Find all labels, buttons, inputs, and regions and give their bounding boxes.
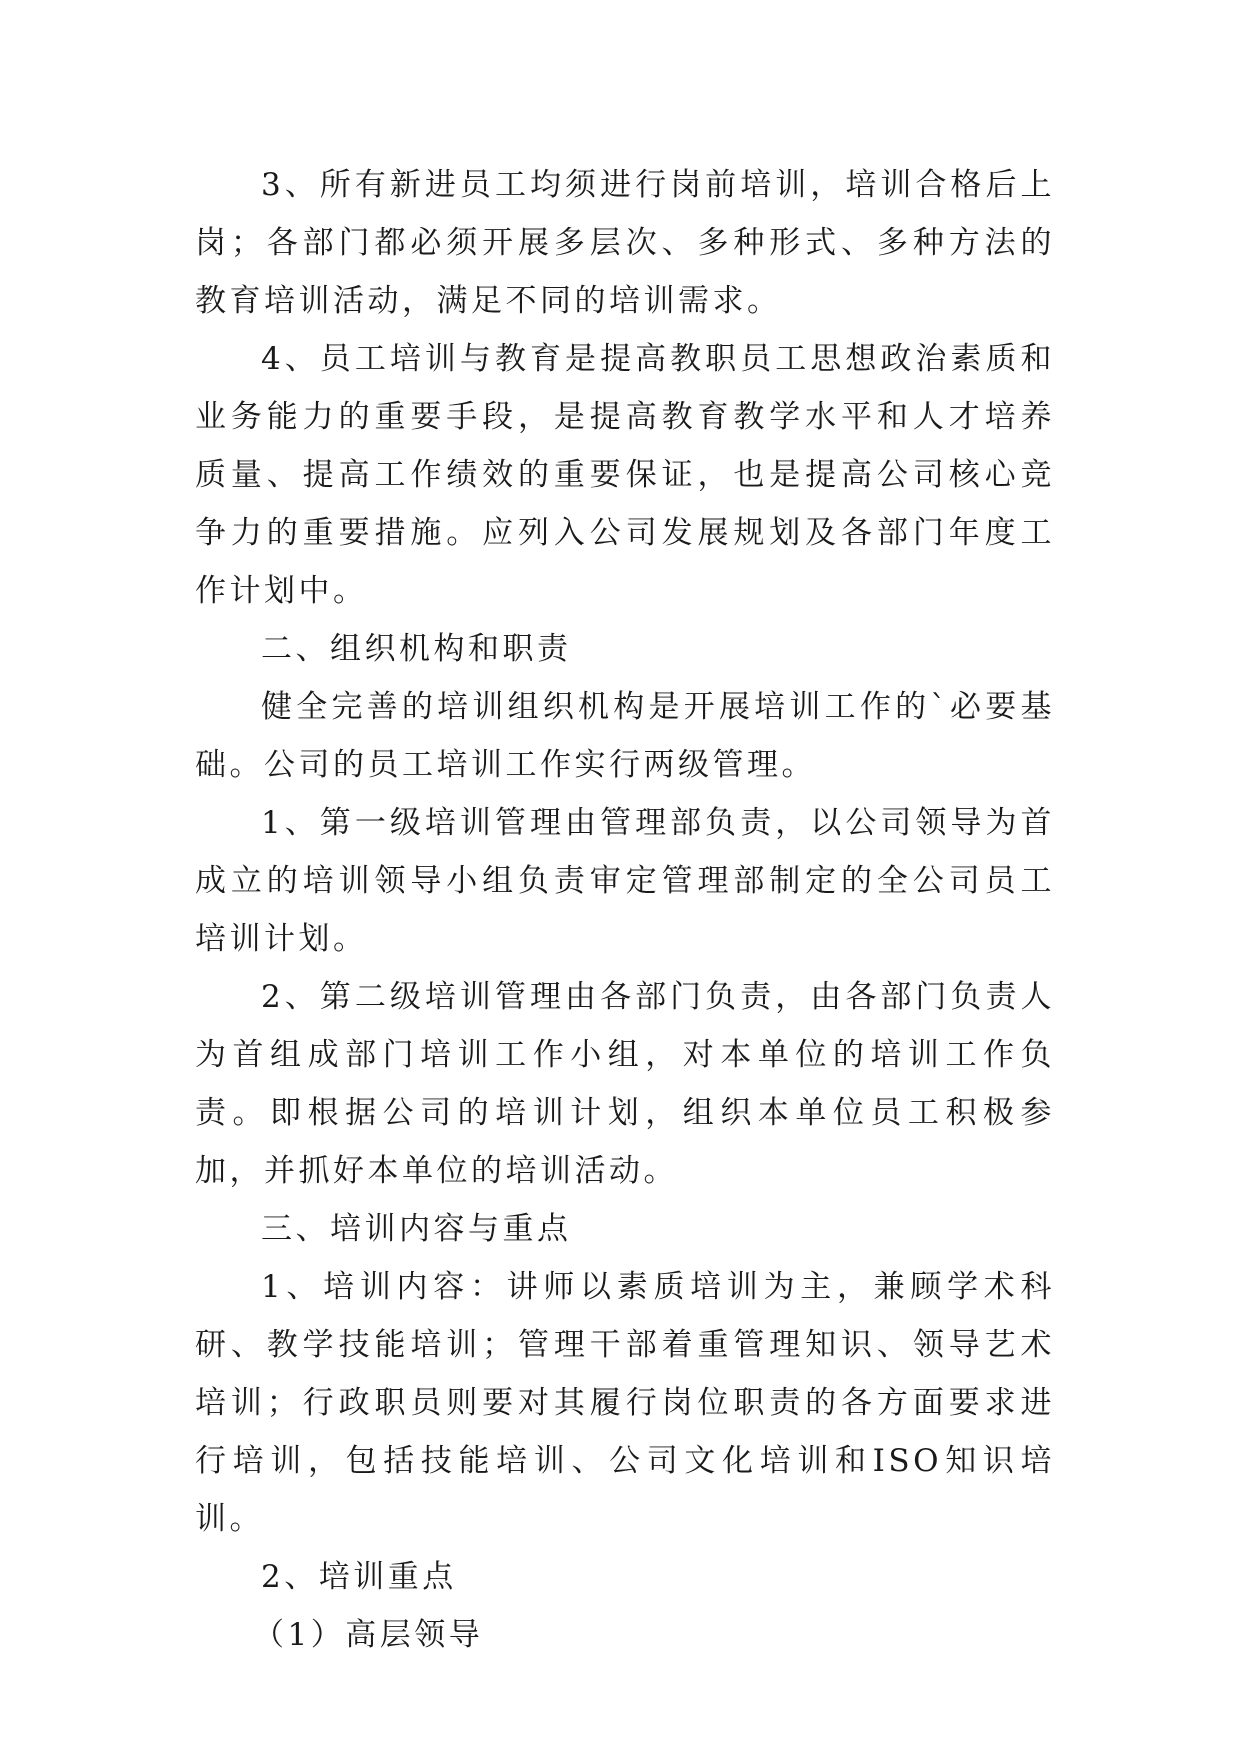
paragraph-item-4: 4、员工培训与教育是提高教职员工思想政治素质和业务能力的重要手段，是提高教育教学水平和人才培养质量、提高工作绩效的重要保证，也是提高公司核心竞争力的重要措施。应列入公司发展规划及各部门年度工作计划中。: [195, 341, 1055, 609]
section-heading-content: 三、培训内容与重点: [261, 1211, 572, 1247]
paragraph-training-content: 1、培训内容：讲师以素质培训为主，兼顾学术科研、教学技能培训；管理干部着重管理知识、领导艺术培训；行政职员则要对其履行岗位职责的各方面要求进行培训，包括技能培训、公司文化培训和ISO知识培训。: [195, 1269, 1055, 1537]
paragraph-item-3: 3、所有新进员工均须进行岗前培训，培训合格后上岗；各部门都必须开展多层次、多种形式、多种方法的教育培训活动，满足不同的培训需求。: [195, 167, 1055, 319]
paragraph-level-two: 2、第二级培训管理由各部门负责，由各部门负责人为首组成部门培训工作小组，对本单位的培训工作负责。即根据公司的培训计划，组织本单位员工积极参加，并抓好本单位的培训活动。: [195, 979, 1055, 1189]
paragraph-training-focus: 2、培训重点: [261, 1559, 457, 1595]
section-heading-organization: 二、组织机构和职责: [261, 631, 572, 667]
paragraph-level-one: 1、第一级培训管理由管理部负责，以公司领导为首成立的培训领导小组负责审定管理部制定的全公司员工培训计划。: [195, 805, 1055, 957]
paragraph-organization-intro: 健全完善的培训组织机构是开展培训工作的`必要基础。公司的员工培训工作实行两级管理。: [195, 689, 1055, 783]
document-body: [195, 156, 1055, 1664]
paragraph-senior-leaders: （1）高层领导: [253, 1617, 484, 1653]
